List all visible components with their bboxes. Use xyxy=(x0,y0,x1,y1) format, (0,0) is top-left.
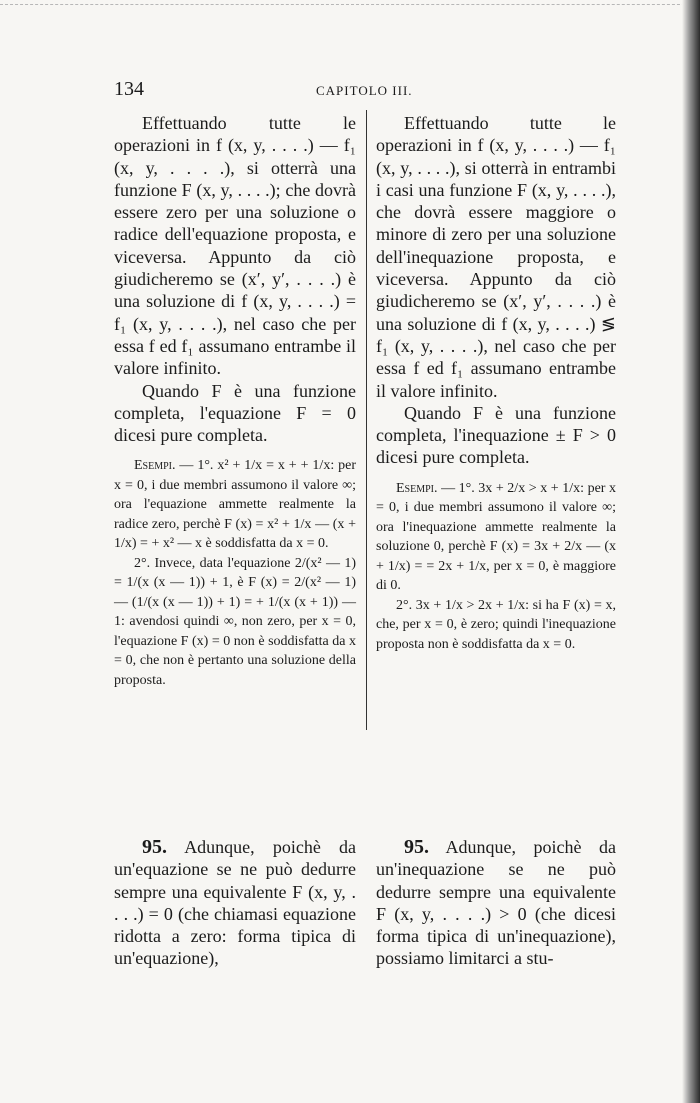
right-column xyxy=(376,112,616,654)
right-paragraph-1: Effettuando tutte le operazioni in f (x, y, . . . .) — f₁ (x, y, . . . .), si otterrà in entrambi i casi una funzione F (x, y, . . . .), che dovrà essere maggiore o minore di zero per una soluzione dell'inequazione proposta, e viceversa. Appunto da ciò giudicheremo se (x′, y′, . . . .) è una soluzione di f (x, y, . . . .) ≶ f₁ (x, y, . . . .), nel caso che per essa f ed f₁ assumano entrambe il valore infinito. xyxy=(376,113,616,401)
right-section-text: Adunque, poichè da un'inequazione se ne può dedurre sempre una equivalente F (x, y, . . . .) > 0 (che dicesi forma tipica di un'inequazione), possiamo limitarci a stu- xyxy=(376,837,616,969)
scan-top-noise xyxy=(0,4,700,8)
page-edge-shadow xyxy=(682,0,700,1103)
right-examples xyxy=(376,479,616,655)
right-section-number: 95. xyxy=(404,836,429,858)
left-example-1: x² + 1/x = x + + 1/x: per x = 0, i due membri assumono il valore ∞; ora l'equazione ammette realmente la radice zero, perchè F (x) = x² + 1/x — (x + 1/x) = + x² — x è soddisfatta da x = 0. xyxy=(114,458,357,552)
left-examples xyxy=(114,456,356,690)
left-column xyxy=(114,112,356,690)
left-paragraph-1: Effettuando tutte le operazioni in f (x, y, . . . .) — f₁ (x, y, . . . .), si otterrà una funzione F (x, y, . . . .); che dovrà essere zero per una soluzione o radice dell'equazione proposta, e viceversa. Appunto da ciò giudicheremo se (x′, y′, . . . .) è una soluzione di f (x, y, . . . .) = f₁ (x, y, . . . .), nel caso che per essa f ed f₁ assumano entrambe il valore infinito. xyxy=(114,113,356,379)
page-number: 134 xyxy=(114,78,144,100)
right-example-2: 2°. 3x + 1/x > 2x + 1/x: si ha F (x) = x, che, per x = 0, è zero; quindi l'inequazione proposta non è soddisfatta da x = 0. xyxy=(376,597,616,652)
left-section-number: 95. xyxy=(142,836,167,858)
page-header xyxy=(100,78,660,102)
column-divider xyxy=(366,110,367,730)
right-examples-label: Esempi. — 1°. xyxy=(396,480,475,496)
left-examples-label: Esempi. — 1°. xyxy=(134,458,214,474)
left-section-95 xyxy=(114,836,356,970)
running-head: CAPITOLO III. xyxy=(316,83,413,98)
right-section-95 xyxy=(376,836,616,970)
right-example-1: 3x + 2/x > x + 1/x: per x = 0, i due membri assumono il valore ∞; ora l'inequazione ammette realmente la soluzione 0, perchè F (x) = 3x + 2/x — (x + 1/x) = = 2x + 1/x, per x = 0, è maggiore di 0. xyxy=(376,480,617,594)
right-paragraph-2: Quando F è una funzione completa, l'inequazione ± F > 0 dicesi pure completa. xyxy=(376,402,616,468)
left-example-2: 2°. Invece, data l'equazione 2/(x² — 1) = 1/(x (x — 1)) + 1, è F (x) = 2/(x² — 1) — (1/(x (x — 1)) + 1) = + 1/(x (x + 1)) — 1: avendosi quindi ∞, non zero, per x = 0, l'equazione F (x) = 0 non è soddisfatta da x = 0, che non è pertanto una soluzione della proposta. xyxy=(114,555,356,688)
left-section-text: Adunque, poichè da un'equazione se ne può dedurre sempre una equivalente F (x, y, . . . .) = 0 (che chiamasi equazione ridotta a zero: forma tipica di un'equazione), xyxy=(114,837,356,969)
left-paragraph-2: Quando F è una funzione completa, l'equazione F = 0 dicesi pure completa. xyxy=(114,380,356,446)
